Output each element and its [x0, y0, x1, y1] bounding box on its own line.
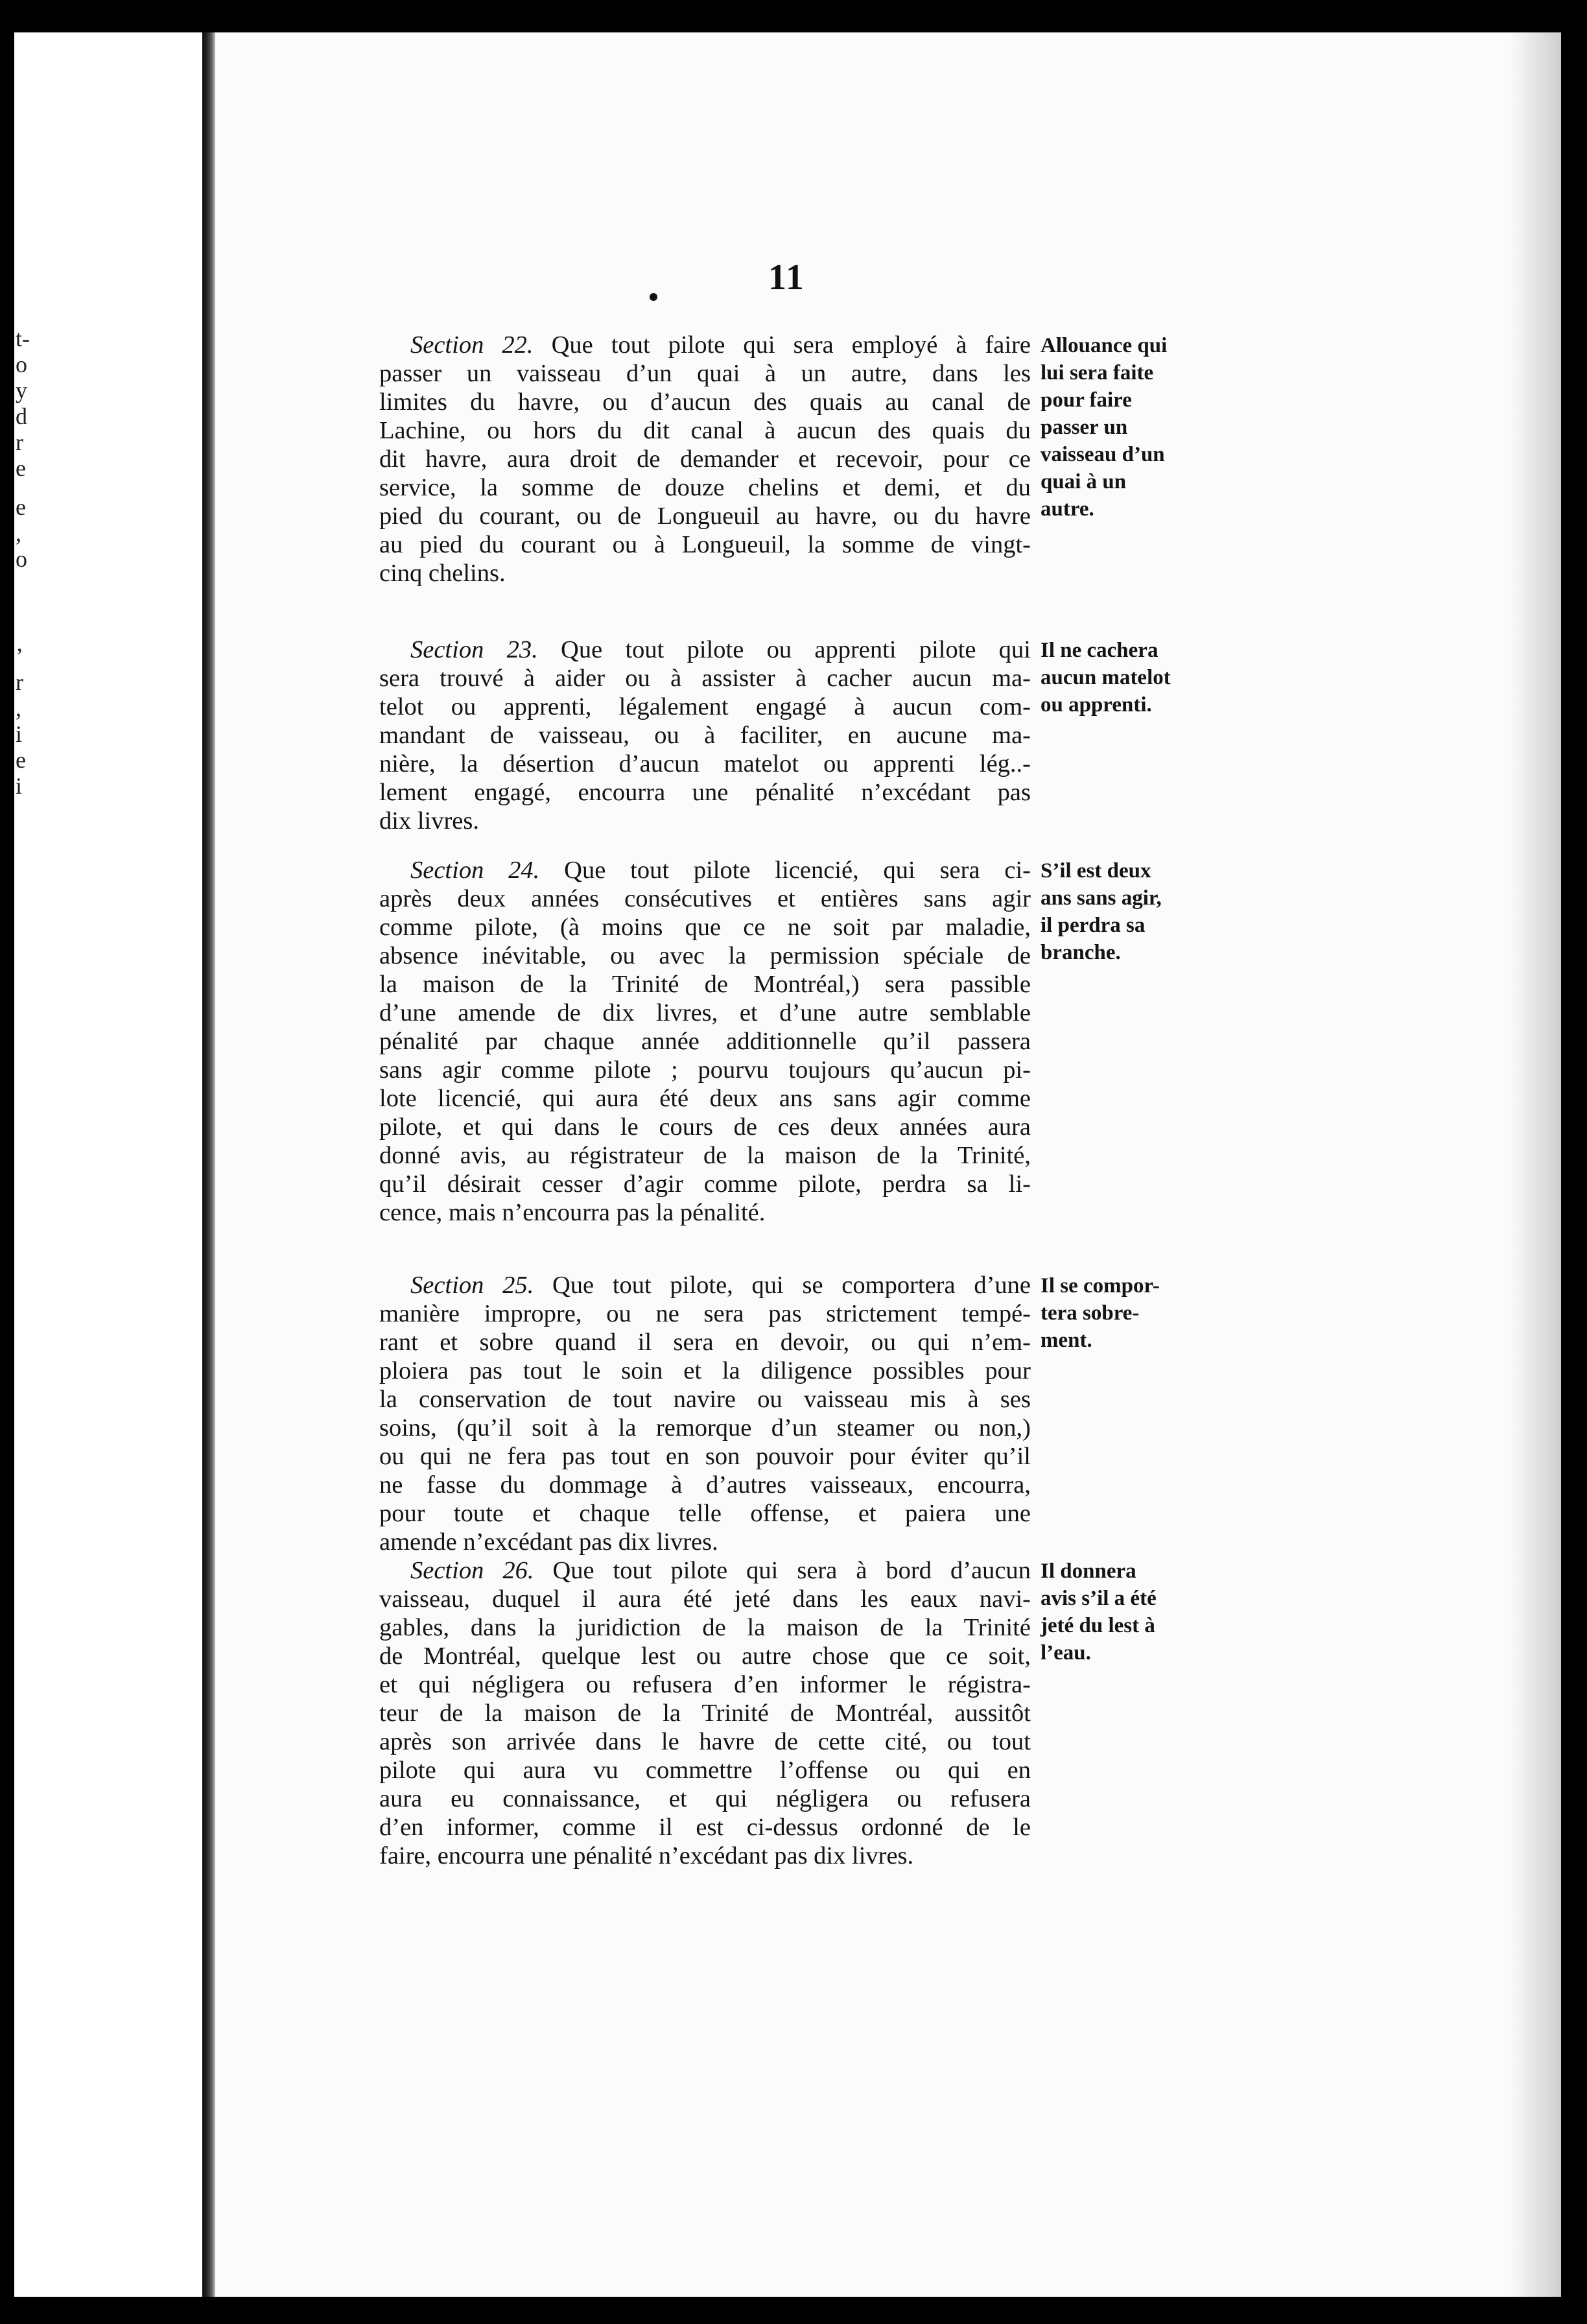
- section-label: Section 23.: [410, 636, 538, 663]
- margin-note-line: jeté du lest à: [1040, 1614, 1155, 1637]
- margin-note-line: aucun matelot: [1040, 666, 1171, 689]
- text-line: sans agir comme pilote ; pourvu toujours qu’aucun pi-: [379, 1056, 1031, 1084]
- margin-note-line: il perdra sa: [1040, 914, 1146, 937]
- text-line: [379, 635, 1031, 664]
- text-line-content: Que tout pilote, qui se comportera d’une: [552, 1272, 1031, 1299]
- text-line-content: Que tout pilote ou apprenti pilote qui: [561, 636, 1031, 663]
- text-line: gables, dans la juridiction de la maison de la Trinité: [379, 1614, 1031, 1641]
- section-23: [379, 635, 1031, 835]
- text-line: limites du havre, ou d’aucun des quais au canal de: [379, 388, 1031, 416]
- text-line: après son arrivée dans le havre de cette cité, ou tout: [379, 1728, 1031, 1755]
- book-binding-gutter: [202, 32, 215, 2297]
- margin-note-line: Il se compor-: [1040, 1274, 1160, 1298]
- text-line: dit havre, aura droit de demander et recevoir, pour ce: [379, 445, 1031, 473]
- text-line: [379, 856, 1031, 884]
- margin-note-line: lui sera faite: [1040, 361, 1154, 385]
- margin-note-line: pour faire: [1040, 388, 1132, 412]
- text-line: Lachine, ou hors du dit canal à aucun des quais du: [379, 417, 1031, 444]
- text-line: dix livres.: [379, 807, 479, 835]
- section-label: Section 26.: [410, 1557, 534, 1584]
- section-25: [379, 1271, 1031, 1556]
- text-line: [379, 1271, 1031, 1299]
- margin-note-line: S’il est deux: [1040, 859, 1151, 883]
- text-line: d’une amende de dix livres, et d’une autre semblable: [379, 999, 1031, 1026]
- section-22: [379, 331, 1031, 587]
- text-line: et qui négligera ou refusera d’en informer le régistra-: [379, 1671, 1031, 1698]
- text-line-content: Que tout pilote qui sera à bord d’aucun: [552, 1557, 1031, 1584]
- margin-note: [1040, 1558, 1196, 1666]
- text-line: amende n’excédant pas dix livres.: [379, 1528, 718, 1556]
- margin-note-line: Il donnera: [1040, 1559, 1136, 1583]
- text-line-content: Que tout pilote licencié, qui sera ci-: [564, 857, 1031, 884]
- bleed-char: d: [16, 403, 27, 429]
- text-line: teur de la maison de la Trinité de Montréal, aussitôt: [379, 1700, 1031, 1727]
- margin-note-line: passer un: [1040, 416, 1128, 439]
- page-edge-shadow: [1509, 32, 1561, 2297]
- text-line: au pied du courant ou à Longueuil, la somme de vingt-: [379, 531, 1031, 558]
- bleed-char: e: [16, 747, 26, 773]
- text-line: soins, (qu’il soit à la remorque d’un steamer ou non,): [379, 1414, 1031, 1441]
- bleed-char: i: [16, 721, 23, 747]
- bleed-char: t-: [16, 326, 30, 351]
- margin-note-line: ou apprenti.: [1040, 693, 1152, 717]
- text-line: [379, 1556, 1031, 1585]
- bleed-char: ,: [16, 520, 21, 546]
- margin-note: [1040, 1272, 1196, 1354]
- text-line: ne fasse du dommage à d’autres vaisseaux, encourra,: [379, 1471, 1031, 1499]
- text-line: d’en informer, comme il est ci-dessus ordonné de le: [379, 1814, 1031, 1841]
- text-line: la maison de la Trinité de Montréal,) sera passible: [379, 971, 1031, 998]
- margin-note: [1040, 637, 1196, 718]
- text-line: aura eu connaissance, et qui négligera ou refusera: [379, 1785, 1031, 1812]
- text-line-content: Que tout pilote qui sera employé à faire: [551, 331, 1031, 359]
- margin-note-line: vaisseau d’un: [1040, 443, 1165, 466]
- bleed-char: o: [16, 546, 27, 572]
- text-line: de Montréal, quelque lest ou autre chose que ce soit,: [379, 1642, 1031, 1670]
- text-line: pilote, et qui dans le cours de ces deux années aura: [379, 1113, 1031, 1141]
- text-line: service, la somme de douze chelins et demi, et du: [379, 474, 1031, 501]
- text-line: cinq chelins.: [379, 560, 506, 587]
- section-26: [379, 1556, 1031, 1870]
- margin-note-line: ans sans agir,: [1040, 886, 1162, 910]
- previous-page-edge: [14, 32, 202, 2297]
- text-line: absence inévitable, ou avec la permission spéciale de: [379, 942, 1031, 969]
- bleed-char: ’: [16, 643, 23, 669]
- bleed-char: e: [16, 455, 26, 481]
- text-line: vaisseau, duquel il aura été jeté dans les eaux navi-: [379, 1585, 1031, 1613]
- text-line: donné avis, au régistrateur de la maison de la Trinité,: [379, 1142, 1031, 1169]
- text-line: manière impropre, ou ne sera pas strictement tempé-: [379, 1300, 1031, 1327]
- text-line: cence, mais n’encourra pas la pénalité.: [379, 1199, 766, 1226]
- margin-note-line: Allouance qui: [1040, 334, 1168, 357]
- text-line: ou qui ne fera pas tout en son pouvoir pour éviter qu’il: [379, 1443, 1031, 1470]
- margin-note-line: tera sobre-: [1040, 1301, 1140, 1325]
- scan-border-bottom: [0, 2297, 1587, 2324]
- text-line: après deux années consécutives et entières sans agir: [379, 885, 1031, 912]
- section-label: Section 22.: [410, 331, 534, 359]
- text-line: qu’il désirait cesser d’agir comme pilote, perdra sa li-: [379, 1170, 1031, 1198]
- scan-border-left: [0, 0, 14, 2324]
- margin-note-line: Il ne cachera: [1040, 639, 1158, 662]
- bleed-char: o: [16, 351, 27, 377]
- margin-note: [1040, 332, 1196, 523]
- margin-note-line: avis s’il a été: [1040, 1587, 1157, 1610]
- scan-border-top: [0, 0, 1587, 32]
- bleed-char: e: [16, 494, 26, 520]
- text-line: mandant de vaisseau, ou à faciliter, en aucune ma-: [379, 722, 1031, 749]
- section-label: Section 25.: [410, 1272, 534, 1299]
- text-line: sera trouvé à aider ou à assister à cacher aucun ma-: [379, 665, 1031, 692]
- text-line: pilote qui aura vu commettre l’offense ou qui en: [379, 1757, 1031, 1784]
- section-label: Section 24.: [410, 857, 540, 884]
- text-line: pénalité par chaque année additionnelle qu’il passera: [379, 1028, 1031, 1055]
- scan-border-right: [1561, 0, 1587, 2324]
- text-line: passer un vaisseau d’un quai à un autre, dans les: [379, 360, 1031, 387]
- section-24: [379, 856, 1031, 1227]
- text-line: pour toute et chaque telle offense, et paiera une: [379, 1500, 1031, 1527]
- bleed-char: y: [16, 377, 27, 403]
- margin-note-line: autre.: [1040, 497, 1094, 521]
- margin-note-line: branche.: [1040, 941, 1121, 964]
- text-line: lote licencié, qui aura été deux ans sans agir comme: [379, 1085, 1031, 1112]
- ink-speck: [650, 293, 657, 301]
- text-line: telot ou apprenti, légalement engagé à aucun com-: [379, 693, 1031, 720]
- text-line: nière, la désertion d’aucun matelot ou apprenti lég..-: [379, 750, 1031, 777]
- bleed-char: i: [16, 773, 23, 799]
- text-line: ploiera pas tout le soin et la diligence possibles pour: [379, 1357, 1031, 1384]
- text-line: la conservation de tout navire ou vaisseau mis à ses: [379, 1386, 1031, 1413]
- margin-note-line: l’eau.: [1040, 1641, 1091, 1665]
- page-number: 11: [768, 257, 805, 298]
- margin-note-line: ment.: [1040, 1329, 1092, 1352]
- bleed-char: ,: [16, 695, 21, 721]
- text-line: lement engagé, encourra une pénalité n’excédant pas: [379, 779, 1031, 806]
- text-line: comme pilote, (à moins que ce ne soit par maladie,: [379, 914, 1031, 941]
- margin-note-line: quai à un: [1040, 470, 1127, 493]
- bleed-char: r: [16, 429, 23, 455]
- text-line: faire, encourra une pénalité n’excédant pas dix livres.: [379, 1842, 914, 1869]
- margin-note: [1040, 857, 1196, 966]
- text-line: [379, 331, 1031, 359]
- text-line: rant et sobre quand il sera en devoir, ou qui n’em-: [379, 1329, 1031, 1356]
- bleed-char: r: [16, 669, 23, 695]
- text-line: pied du courant, ou de Longueuil au havre, ou du havre: [379, 503, 1031, 530]
